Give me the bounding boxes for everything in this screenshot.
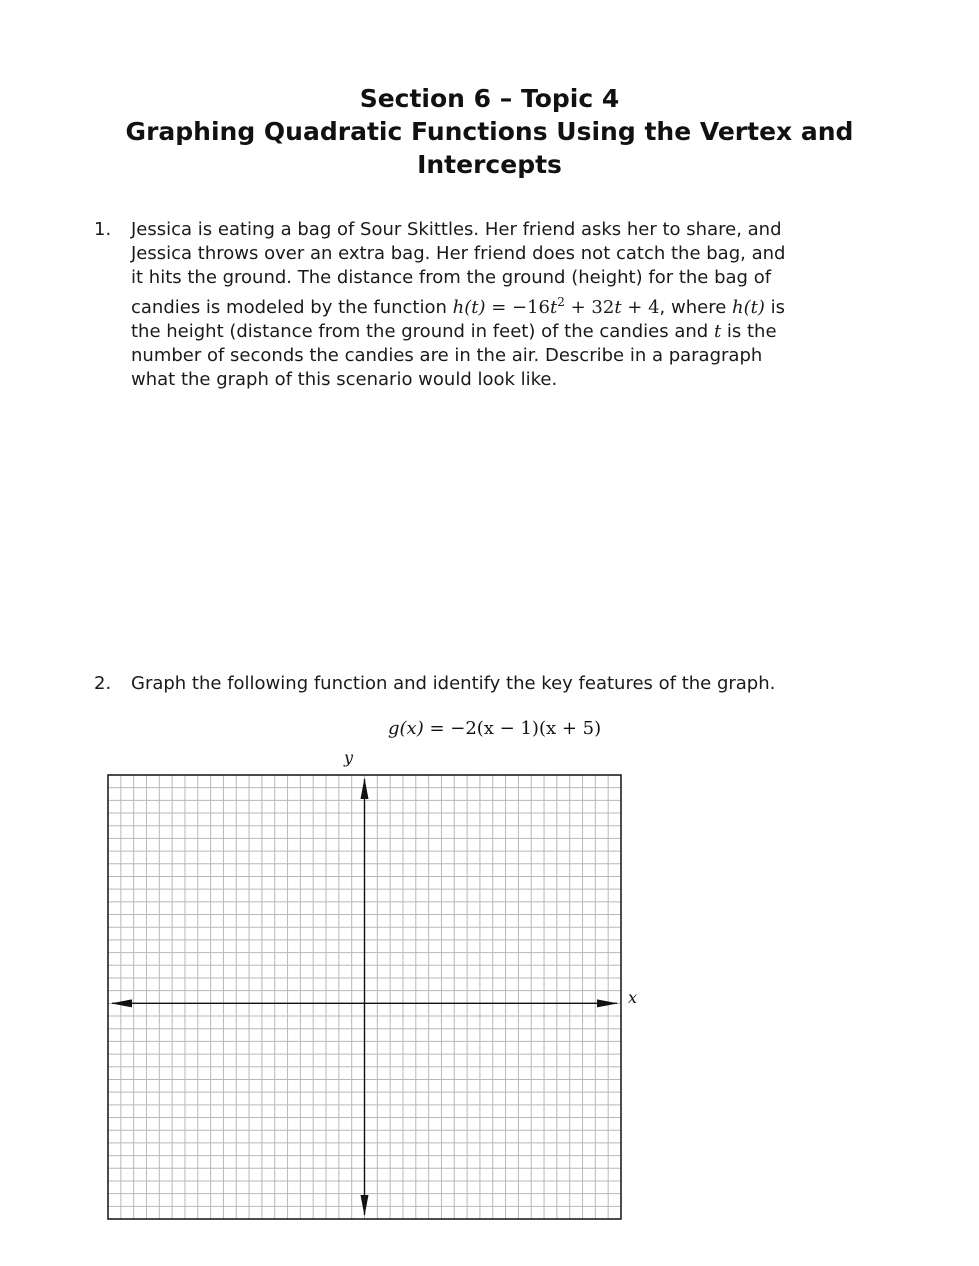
section-heading: Section 6 – Topic 4 bbox=[359, 84, 620, 113]
topic-title-line1: Graphing Quadratic Functions Using the Vertex and bbox=[125, 117, 854, 146]
page-title bbox=[0, 82, 979, 181]
math-run: + 4 bbox=[621, 297, 660, 318]
math-exponent: 2 bbox=[557, 295, 565, 309]
y-axis-arrow-up bbox=[361, 778, 369, 799]
question-1-line: Jessica throws over an extra bag. Her friend does not catch the bag, and bbox=[131, 243, 786, 264]
question-1-line bbox=[131, 320, 871, 344]
x-axis-arrow-left bbox=[111, 999, 132, 1007]
text-run: the height (distance from the ground in feet) of the candies and bbox=[131, 321, 714, 342]
text-run: candies is modeled by the function bbox=[131, 297, 453, 318]
question-2-text bbox=[131, 672, 871, 696]
function-formula bbox=[388, 718, 601, 739]
question-1-line bbox=[131, 290, 871, 320]
text-run: is the bbox=[721, 321, 777, 342]
math-h-of-t: h(t) bbox=[732, 297, 765, 318]
y-axis-label: y bbox=[344, 748, 354, 767]
question-1-number: 1. bbox=[94, 219, 112, 240]
math-t: t bbox=[713, 321, 722, 342]
question-1-line: Jessica is eating a bag of Sour Skittles. Her friend asks her to share, and bbox=[131, 219, 782, 240]
question-1-text bbox=[131, 218, 871, 392]
coordinate-grid[interactable] bbox=[100, 768, 630, 1226]
topic-title-line2: Intercepts bbox=[417, 150, 562, 179]
x-axis-label: x bbox=[628, 988, 638, 1007]
x-axis-arrow-right bbox=[597, 999, 618, 1007]
y-axis-arrow-down bbox=[361, 1195, 369, 1216]
math-t: t bbox=[550, 297, 558, 318]
text-run: , where bbox=[659, 297, 732, 318]
question-2-line: Graph the following function and identify the key features of the graph. bbox=[131, 673, 776, 694]
math-run: = −16 bbox=[485, 297, 551, 318]
math-run: + 32 bbox=[564, 297, 615, 318]
math-t: t bbox=[614, 297, 622, 318]
text-run: is bbox=[764, 297, 785, 318]
question-1-line: it hits the ground. The distance from the ground (height) for the bag of bbox=[131, 267, 772, 288]
question-1-line: what the graph of this scenario would look like. bbox=[131, 369, 558, 390]
question-2-number: 2. bbox=[94, 673, 112, 694]
question-1-line: number of seconds the candies are in the air. Describe in a paragraph bbox=[131, 345, 763, 366]
math-h-of-t: h(t) bbox=[452, 297, 486, 318]
math-run: = −2(x − 1)(x + 5) bbox=[423, 718, 602, 739]
math-g-of-x: g(x) bbox=[388, 718, 424, 739]
